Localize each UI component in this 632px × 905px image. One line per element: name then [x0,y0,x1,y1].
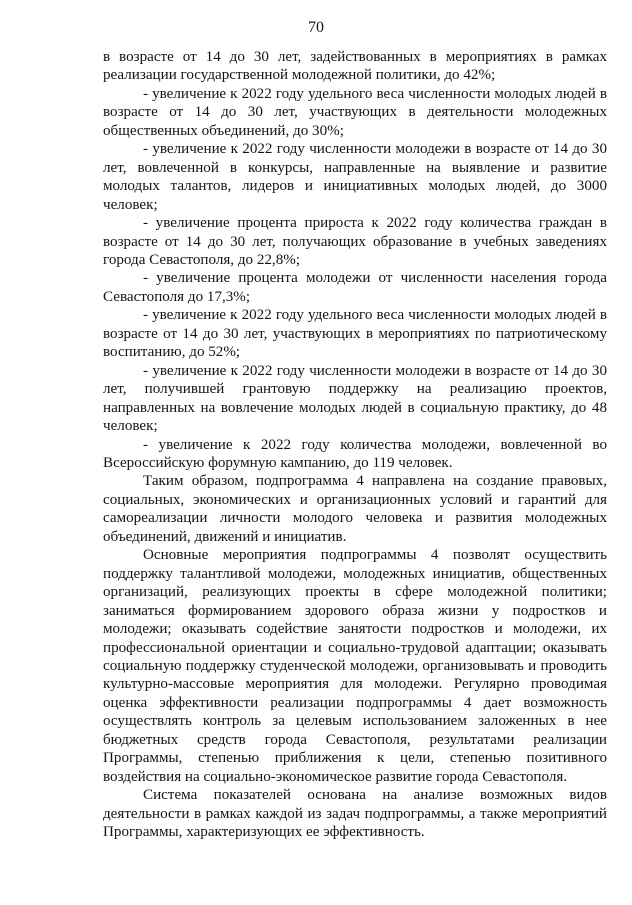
paragraph: Основные мероприятия подпрограммы 4 позволят осуществить поддержку талантливой молодежи, молодежных инициатив, общественных организаций, реализующих проекты в сфере молодежной политики; заниматься формированием здорового образа жизни у подростков и молодежи; оказывать содействие занятости подростков и молодежи, их профессиональной ориентации и социально-трудовой адаптации; оказывать социальную поддержку студенческой молодежи, организовывать и проводить культурно-массовые мероприятия для молодежи. Регулярно проводимая оценка эффективности реализации подпрограммы 4 дает возможность осуществлять контроль за целевым использованием заложенных в нее бюджетных средств города Севастополя, результатами реализации Программы, степенью приближения к цели, степенью позитивного воздействия на социально-экономическое развитие города Севастополя. [103,547,607,785]
paragraph: - увеличение процента прироста к 2022 году количества граждан в возрасте от 14 до 30 лет, получающих образование в учебных заведениях города Севастополя, до 22,8%; [103,215,607,268]
page-number: 70 [308,19,324,36]
paragraph: - увеличение к 2022 году удельного веса численности молодых людей в возрасте от 14 до 30 лет, участвующих в деятельности молодежных общественных объединений, до 30%; [103,85,607,139]
paragraph: - увеличение к 2022 году численности молодежи в возрасте от 14 до 30 лет, получившей грантовую поддержку на реализацию проектов, направленных на вовлечение молодых людей в социальную практику, до 48 человек; [103,362,607,435]
paragraph: Система показателей основана на анализе возможных видов деятельности в рамках каждой из задач подпрограммы, а также мероприятий Программы, характеризующих ее эффективность. [103,787,607,841]
paragraph: - увеличение к 2022 году количества молодежи, вовлеченной во Всероссийскую форумную кампанию, до 119 человек. [103,436,607,471]
body-text [103,48,607,841]
paragraph: - увеличение к 2022 году численности молодежи в возрасте от 14 до 30 лет, вовлеченной в конкурсы, направленные на выявление и развитие молодых талантов, лидеров и инициативных молодых людей, до 3000 человек; [103,141,607,213]
paragraph: в возрасте от 14 до 30 лет, задействованных в мероприятиях в рамках реализации государственной молодежной политики, до 42%; [103,49,607,84]
paragraph: Таким образом, подпрограмма 4 направлена на создание правовых, социальных, экономических и организационных условий и гарантий для самореализации личности молодого человека и развития молодежных объединений, движений и инициатив. [103,473,607,545]
paragraph: - увеличение процента молодежи от численности населения города Севастополя до 17,3%; [103,270,607,305]
paragraph: - увеличение к 2022 году удельного веса численности молодых людей в возрасте от 14 до 30 лет, участвующих в мероприятиях по патриотическому воспитанию, до 52%; [103,307,607,361]
